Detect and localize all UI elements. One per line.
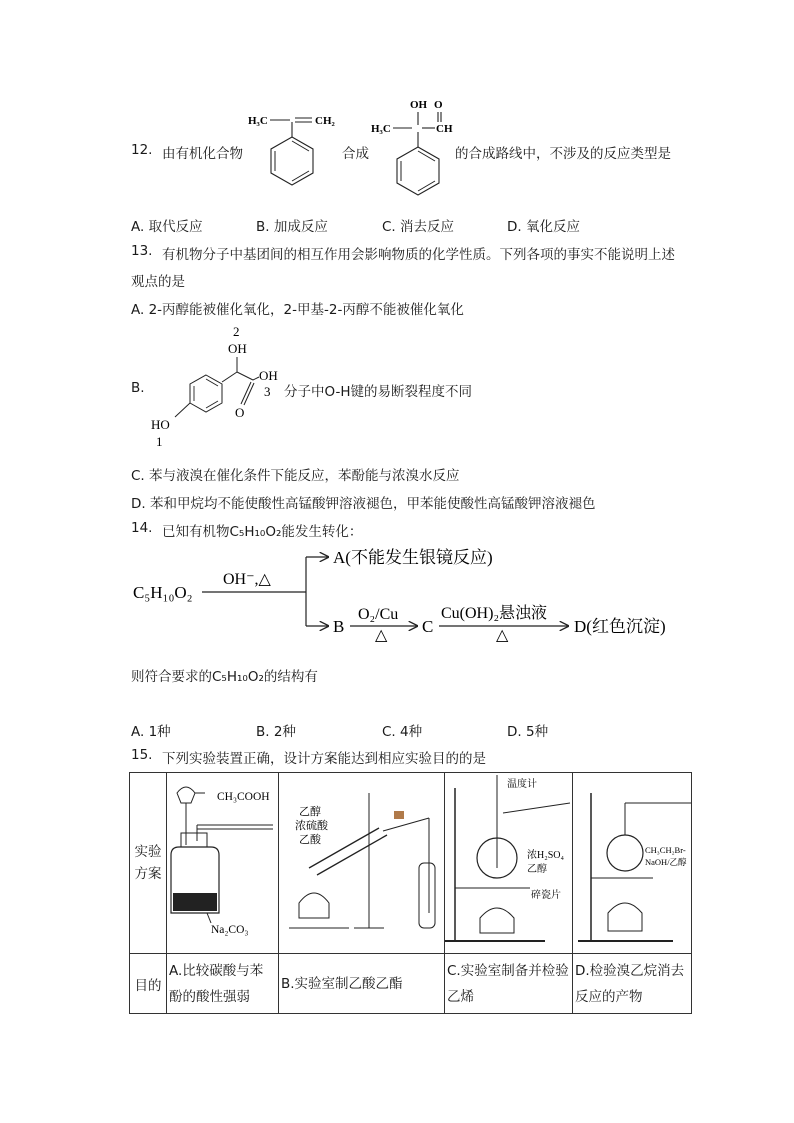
q13-stem-line1: 有机物分子中基团间的相互作用会影响物质的化学性质。下列各项的事实不能说明上述 — [162, 247, 675, 263]
q15-apparatus-c — [445, 773, 573, 954]
q13-number: 13. — [131, 243, 153, 259]
q13-s-n3: 3 — [264, 384, 271, 399]
q15-apparatus-b — [279, 773, 445, 954]
q13-s-ho: HO — [151, 417, 170, 432]
q12-option-c[interactable]: C. 消去反应 — [382, 219, 455, 235]
q15-goal-b[interactable]: B.实验室制乙酸乙酯 — [279, 954, 445, 1014]
q12-option-d[interactable]: D. 氧化反应 — [507, 219, 580, 235]
q14-option-c[interactable]: C. 4种 — [382, 724, 423, 740]
q12-s2-oh: OH — [410, 99, 428, 111]
q12-s1-left: H₃C — [248, 115, 268, 127]
q13-option-b-text: 分子中O-H键的易断裂程度不同 — [284, 384, 473, 400]
q15-b-label-3: 乙酸 — [299, 834, 321, 846]
q12-structure-product — [368, 92, 463, 202]
q12-option-b[interactable]: B. 加成反应 — [256, 219, 328, 235]
q13-option-a[interactable]: A. 2-丙醇能被催化氧化，2-甲基-2-丙醇不能被催化氧化 — [131, 302, 464, 318]
q12-stem-post: 的合成路线中，不涉及的反应类型是 — [455, 146, 671, 162]
q14-cond3: Cu(OH)₂悬浊液 — [441, 605, 548, 622]
q13-s-n2: 2 — [233, 324, 240, 339]
q14-options — [131, 720, 691, 740]
q14-option-b[interactable]: B. 2种 — [256, 724, 296, 740]
q15-row2-header: 目的 — [130, 954, 167, 1014]
q15-stem: 下列实验装置正确，设计方案能达到相应实验目的的是 — [162, 751, 486, 767]
q13-option-c[interactable]: C. 苯与液溴在催化条件下能反应，苯酚能与浓溴水反应 — [131, 468, 460, 484]
q15-d-label-1: CH₃CH₂Br- — [645, 845, 686, 855]
q12-options — [131, 215, 691, 235]
q12-s2-o: O — [434, 99, 443, 111]
q12-structure-alpha-methylstyrene — [240, 105, 350, 195]
q15-b-label-2: 浓硫酸 — [295, 820, 328, 832]
q13-option-d[interactable]: D. 苯和甲烷均不能使酸性高锰酸钾溶液褪色，甲苯能使酸性高锰酸钾溶液褪色 — [131, 496, 596, 512]
q15-row1-header: 实验方案 — [130, 773, 167, 954]
q14-heat2: △ — [375, 627, 388, 644]
q14-question: 则符合要求的C₅H₁₀O₂的结构有 — [131, 669, 318, 685]
q15-c-label-acid: 浓H₂SO₄ — [527, 850, 564, 861]
q12-stem-pre: 由有机化合物 — [162, 146, 243, 162]
q15-experiment-table — [129, 772, 692, 1014]
q15-apparatus-d — [573, 773, 692, 954]
q12-s1-right: CH₂ — [315, 115, 335, 127]
q15-apparatus-a — [167, 773, 279, 954]
q14-cond1: OH⁻,△ — [223, 571, 271, 588]
q14-option-d[interactable]: D. 5种 — [507, 724, 549, 740]
q14-number: 14. — [131, 520, 153, 536]
q13-s-oh-top: OH — [228, 341, 247, 356]
q14-product-c: C — [422, 617, 434, 636]
q13-s-oh-right: OH — [259, 368, 278, 383]
q15-goal-a[interactable]: A.比较碳酸与苯酚的酸性强弱 — [167, 954, 279, 1014]
q14-reaction-scheme — [128, 540, 688, 645]
q14-option-a[interactable]: A. 1种 — [131, 724, 171, 740]
q13-stem-line2: 观点的是 — [131, 274, 185, 290]
q14-cond2: O₂/Cu — [358, 606, 399, 623]
q14-product-a: A(不能发生银镜反应) — [333, 548, 493, 567]
q12-number: 12. — [131, 142, 153, 158]
q13-option-b-label[interactable]: B. — [131, 380, 145, 396]
q15-c-label-thermo: 温度计 — [507, 779, 537, 790]
q13-s-n1: 1 — [156, 434, 163, 447]
q13-s-o: O — [235, 405, 245, 420]
q15-b-label-1: 乙醇 — [299, 806, 321, 818]
q15-c-label-eth: 乙醇 — [527, 864, 547, 875]
q15-d-label-2: NaOH/乙醇 — [645, 857, 687, 867]
q14-product-b: B — [333, 617, 345, 636]
q14-stem: 已知有机物C₅H₁₀O₂能发生转化： — [162, 524, 363, 540]
q14-reactant: C₅H₁₀O₂ — [133, 583, 193, 602]
q12-option-a[interactable]: A. 取代反应 — [131, 219, 203, 235]
q15-c-label-chips: 碎瓷片 — [531, 890, 561, 901]
q15-a-label-bottom: Na₂CO₃ — [211, 924, 249, 936]
q14-heat3: △ — [496, 627, 509, 644]
q15-a-label-top: CH₃COOH — [217, 791, 270, 803]
q12-stem-mid: 合成 — [342, 146, 369, 162]
q13-structure-mandelic-acid — [145, 322, 285, 447]
q14-product-d: D(红色沉淀) — [574, 617, 666, 636]
q15-number: 15. — [131, 747, 153, 763]
q15-goal-d[interactable]: D.检验溴乙烷消去反应的产物 — [573, 954, 692, 1014]
q12-s2-left: H₃C — [371, 123, 391, 135]
q12-s2-ch: CH — [436, 123, 453, 135]
q15-goal-c[interactable]: C.实验室制备并检验乙烯 — [445, 954, 573, 1014]
